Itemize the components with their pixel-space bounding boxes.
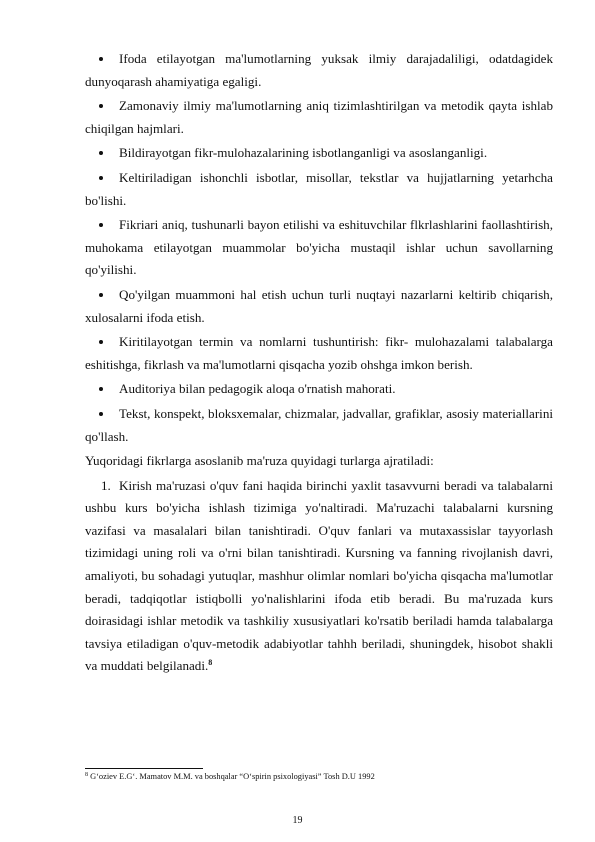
list-item-text: Kiritilayotgan termin va nomlarni tushuntirish: fikr- mulohazalami talabalarga eshitishga, fikrlash va ma'lumotlarni qisqacha yozib ohshga imkon berish.: [85, 334, 553, 372]
list-item: [85, 95, 553, 140]
list-item-text: Tekst, konspekt, bloksxemalar, chizmalar, jadvallar, grafiklar, asosiy materiallarini qo'llash.: [85, 405, 553, 444]
list-item: [85, 331, 553, 376]
footnote-text: G‘oziev E.G‘. Mamatov M.M. va boshqalar “O‘spirin psixologiyasi” Tosh D.U 1992: [90, 772, 375, 781]
footnote-reference[interactable]: 8: [208, 658, 213, 668]
bullet-icon: [99, 412, 103, 416]
bullet-icon: [99, 340, 103, 344]
footnote: [85, 771, 553, 782]
bullet-icon: [99, 57, 103, 61]
list-item: [85, 167, 553, 212]
footnote-divider: [85, 768, 203, 769]
bullet-icon: [99, 176, 103, 180]
page-number: 19: [292, 815, 303, 826]
list-item: [85, 214, 553, 282]
body-text: [85, 48, 553, 678]
list-item-text: Zamonaviy ilmiy ma'lumotlarning aniq tizimlashtirilgan va metodik qayta ishlab chiqilgan hajmlari.: [85, 98, 553, 136]
footnote-marker: 8: [85, 772, 88, 778]
bullet-icon: [99, 293, 103, 297]
list-item: [85, 378, 553, 401]
list-item-text: Keltiriladigan ishonchli isbotlar, misollar, tekstlar va hujjatlarning yetarhcha bo'lishi.: [85, 169, 553, 208]
list-item: [85, 48, 553, 93]
bullet-icon: [99, 104, 103, 108]
list-item-text: Bildirayotgan fikr-mulohazalarining isbotlanganligi va asoslanganligi.: [119, 145, 488, 161]
list-item-text: Fikriari aniq, tushunarli bayon etilishi va eshituvchilar flkrlashlarini faollashtirish, muhokama etilayotgan muammolar bo'yicha mustaqil ishlar uchun savollarning qo'yilishi.: [85, 217, 553, 278]
bullet-icon: [99, 223, 103, 227]
bullet-icon: [99, 387, 103, 391]
intro-line: Yuqoridagi fikrlarga asoslanib ma'ruza quyidagi turlarga ajratiladi:: [85, 453, 434, 469]
bullet-icon: [99, 151, 103, 155]
list-item-text: Qo'yilgan muammoni hal etish uchun turli nuqtayi nazarlarni keltirib chiqarish, xulosalarni ifoda etish.: [85, 286, 553, 325]
list-item: [85, 142, 553, 165]
numbered-paragraph: [85, 475, 553, 678]
list-item: [85, 284, 553, 329]
item-number: 1.: [101, 477, 111, 493]
list-item-text: Ifoda etilayotgan ma'lumotlarning yuksak ilmiy darajadaliligi, odatdagidek dunyoqarash ahamiyatiga egaligi.: [85, 51, 553, 89]
list-item-text: Auditoriya bilan pedagogik aloqa o'rnatish mahorati.: [119, 381, 396, 397]
list-item: [85, 403, 553, 448]
paragraph-text: Kirish ma'ruzasi o'quv fani haqida birinchi yaxlit tasavvurni beradi va talabalarni ushbu kurs bo'yicha ishlash tizimiga yo'naltiradi. Ma'ruzachi talabalarni kursning vazifasi va masalalari bilan tanishtiradi. O'quv fanlari va mutaxassislar tayyorlash tizimidagi uning roli va o'rni bilan tanishtiradi. Kursning va fanning rivojlanish davri, amaliyoti, bu sohadagi yutuqlar, mashhur olimlar nomlari bo'yicha qisqacha ma'lumotlar beradi, tadqiqotlar istiqbolli yo'nalishlarini ifoda etib beradi. Bu ma'ruzada kurs doirasidagi ishlar metodik va tashkiliy xususiyatlari ko'rsatib beriladi hamda talabalarga tavsiya etiladigan o'quv-metodik adabiyotlar tahhh beriladi, shuningdek, hisobot shakli va muddati belgilanadi.: [85, 477, 553, 674]
